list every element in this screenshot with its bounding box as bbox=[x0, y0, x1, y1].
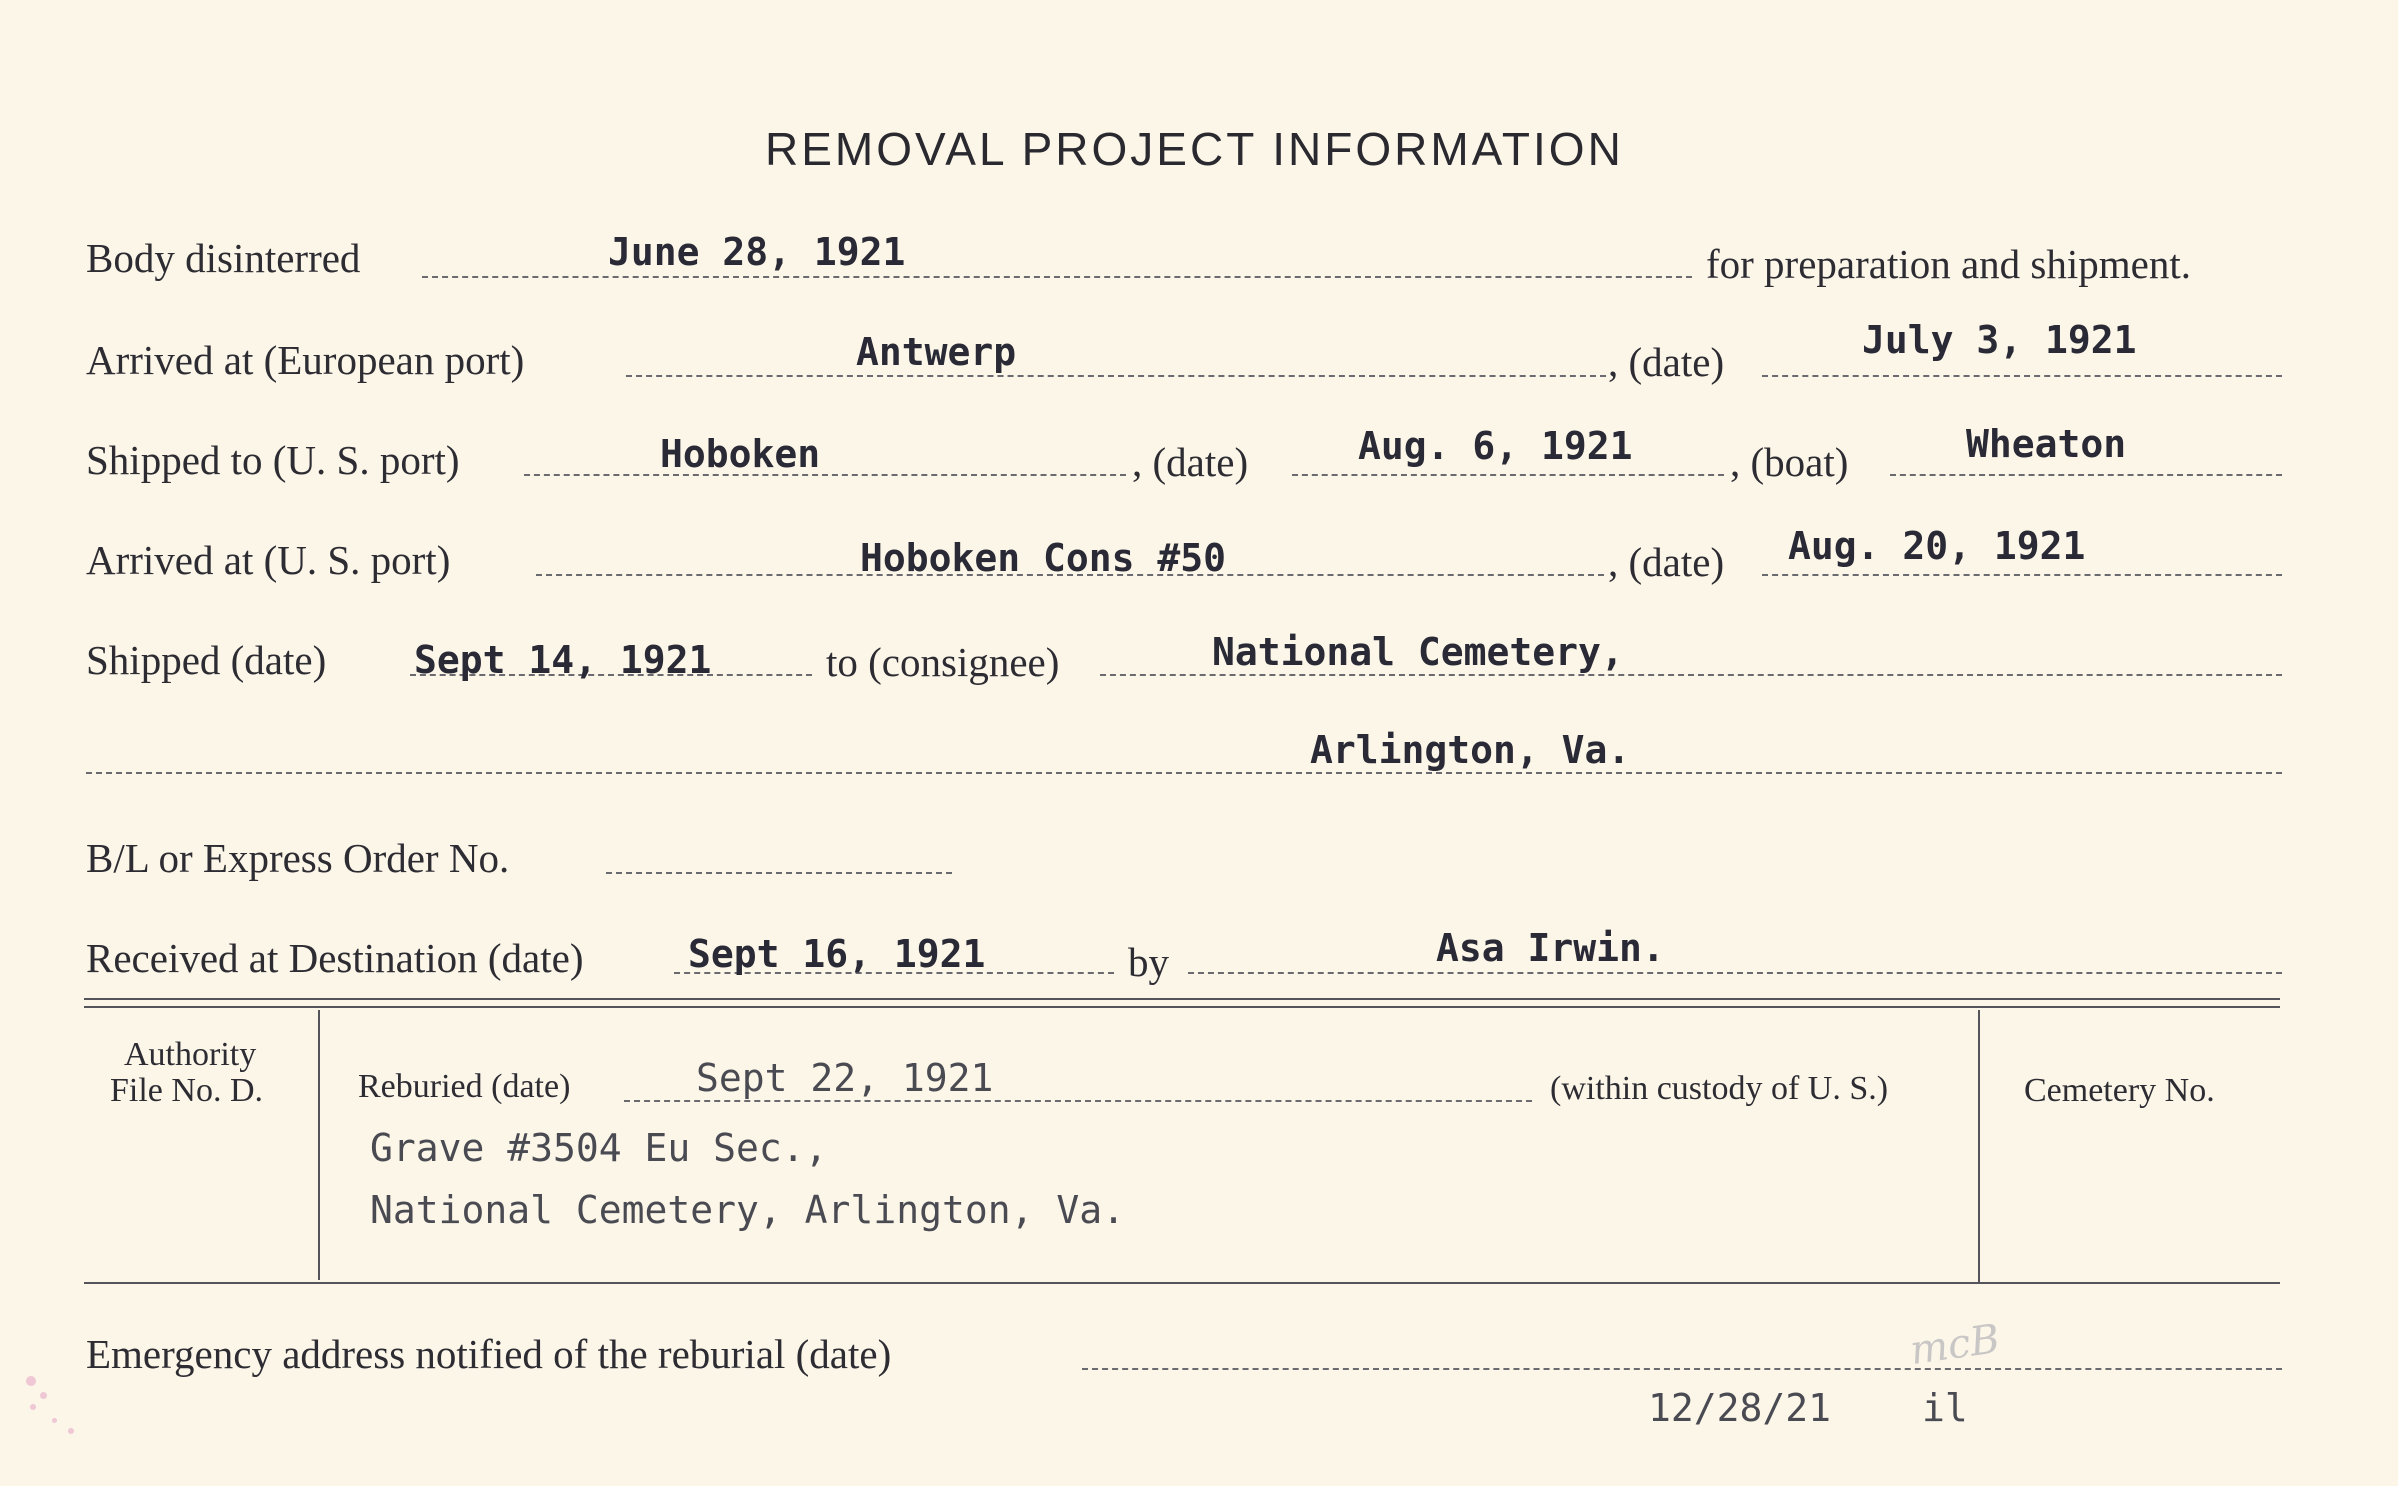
arrived-us-port-date: Aug. 20, 1921 bbox=[1788, 524, 2086, 568]
grave-line2: National Cemetery, Arlington, Va. bbox=[370, 1188, 1125, 1232]
body-disinterred-line bbox=[422, 276, 1692, 278]
box-top-rule bbox=[84, 998, 2280, 1000]
body-disinterred-value: June 28, 1921 bbox=[608, 230, 906, 274]
arrived-us-port-date-line bbox=[1762, 574, 2282, 576]
bl-order-label: B/L or Express Order No. bbox=[86, 835, 510, 881]
pencil-initials: mcB bbox=[1907, 1315, 2003, 1375]
emergency-label: Emergency address notified of the reburial (date) bbox=[86, 1331, 892, 1377]
reburied-date-line bbox=[624, 1100, 1532, 1102]
stain-mark bbox=[26, 1376, 36, 1386]
received-by-label: by bbox=[1128, 939, 1169, 985]
european-port-date-line bbox=[1762, 375, 2282, 377]
european-port-value: Antwerp bbox=[856, 330, 1017, 374]
shipped-us-port-line bbox=[524, 474, 1126, 476]
european-port-date-label: , (date) bbox=[1608, 339, 1725, 385]
box-divider-left bbox=[318, 1010, 320, 1280]
authority-label: Authority bbox=[124, 1036, 257, 1073]
consignee-line1: National Cemetery, bbox=[1212, 630, 1624, 674]
shipped-date-label: Shipped (date) bbox=[86, 637, 327, 683]
reburied-date-value: Sept 22, 1921 bbox=[696, 1056, 994, 1100]
received-by-line bbox=[1188, 972, 2282, 974]
footer-date: 12/28/21 bbox=[1648, 1386, 1832, 1430]
box-divider-right bbox=[1978, 1010, 1980, 1282]
received-by-value: Asa Irwin. bbox=[1436, 926, 1665, 970]
shipped-boat-line bbox=[1890, 474, 2282, 476]
received-date-value: Sept 16, 1921 bbox=[688, 932, 986, 976]
stain-mark bbox=[52, 1418, 57, 1423]
shipped-us-port-date-line bbox=[1292, 474, 1724, 476]
box-bottom-rule bbox=[84, 1282, 2280, 1284]
european-port-line bbox=[626, 375, 1606, 377]
stain-mark bbox=[68, 1428, 74, 1434]
arrived-us-port-label: Arrived at (U. S. port) bbox=[86, 537, 451, 583]
european-port-date: July 3, 1921 bbox=[1862, 318, 2137, 362]
consignee-label: to (consignee) bbox=[826, 639, 1060, 685]
cemetery-no-label: Cemetery No. bbox=[2024, 1072, 2215, 1109]
received-date-label: Received at Destination (date) bbox=[86, 935, 584, 981]
shipped-us-port-date-label: , (date) bbox=[1132, 439, 1249, 485]
bl-order-line bbox=[606, 872, 952, 874]
emergency-line bbox=[1082, 1368, 2282, 1370]
shipped-us-port-date: Aug. 6, 1921 bbox=[1358, 424, 1633, 468]
body-disinterred-label: Body disinterred bbox=[86, 235, 361, 281]
shipped-us-port-label: Shipped to (U. S. port) bbox=[86, 437, 460, 483]
shipped-us-port-value: Hoboken bbox=[660, 432, 821, 476]
shipped-date-value: Sept 14, 1921 bbox=[414, 638, 712, 682]
footer-initials: il bbox=[1922, 1386, 1968, 1430]
consignee-line2: Arlington, Va. bbox=[1310, 728, 1631, 772]
shipped-boat-label: , (boat) bbox=[1730, 439, 1849, 485]
shipped-boat-value: Wheaton bbox=[1966, 422, 2127, 466]
reburied-date-label: Reburied (date) bbox=[358, 1068, 571, 1105]
page-title: REMOVAL PROJECT INFORMATION bbox=[765, 123, 1624, 175]
box-top-rule-double bbox=[84, 1006, 2280, 1008]
custody-label: (within custody of U. S.) bbox=[1550, 1070, 1889, 1107]
stain-mark bbox=[40, 1392, 47, 1399]
arrived-us-port-date-label: , (date) bbox=[1608, 539, 1725, 585]
consignee-line bbox=[1100, 674, 2282, 676]
consignee-continuation-line bbox=[86, 772, 2282, 774]
arrived-us-port-value: Hoboken Cons #50 bbox=[860, 536, 1227, 580]
european-port-label: Arrived at (European port) bbox=[86, 337, 525, 383]
grave-line1: Grave #3504 Eu Sec., bbox=[370, 1126, 828, 1170]
body-disinterred-suffix: for preparation and shipment. bbox=[1706, 241, 2192, 287]
stain-mark bbox=[30, 1404, 36, 1410]
authority-file-label: File No. D. bbox=[110, 1072, 263, 1109]
